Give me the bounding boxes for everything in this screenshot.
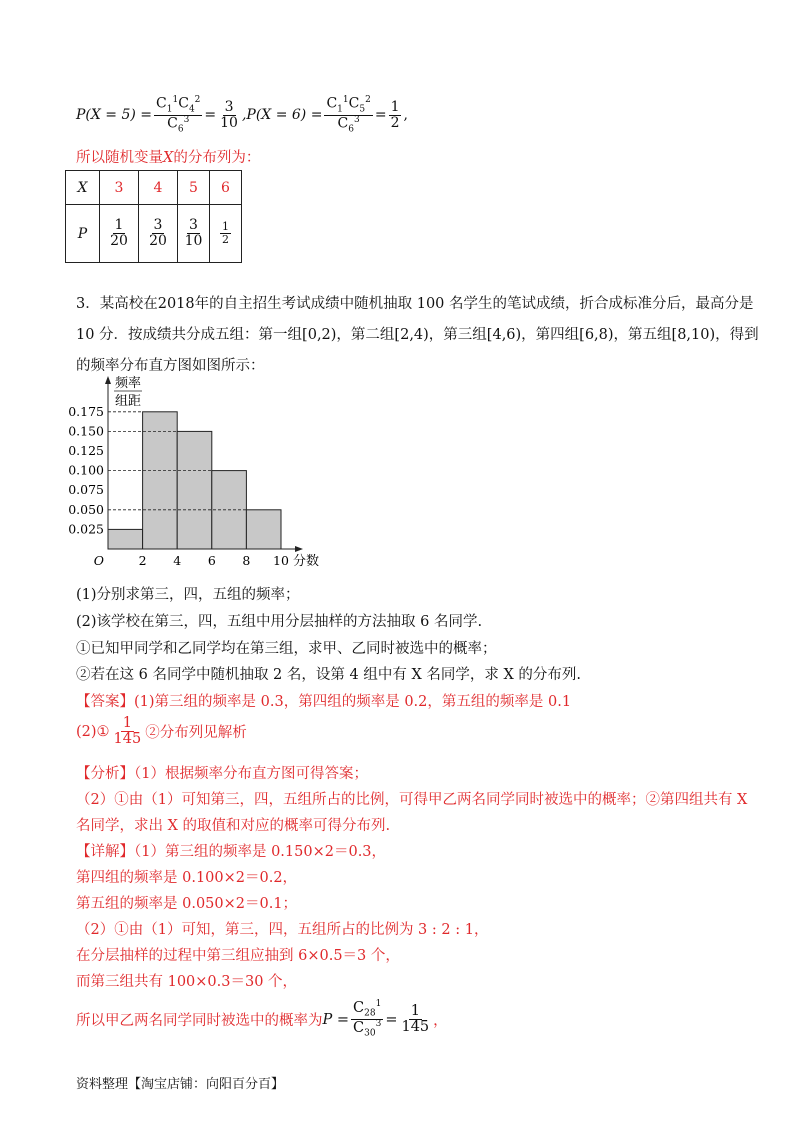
detail-line-7: 所以甲乙两名同学同时被选中的概率为 P = $\frac{C_{28}^1}{C_{30}^3}$ = $\frac{1}{145}$ ，	[76, 999, 448, 1039]
x-tick-label: 6	[207, 553, 216, 568]
y-tick-label: 0.075	[68, 482, 104, 498]
x-tick-label: 10	[273, 553, 289, 568]
sub-question-1: (1)分别求第三，四，五组的频率；	[76, 587, 300, 603]
table-head-p: P	[66, 205, 100, 263]
detail-line-4: （2）①由（1）可知，第三，四，五组所占的比例为 3 : 2 : 1，	[76, 922, 489, 938]
p5-combination-fraction: $\frac{C_1^1C_4^2}{C_6^3}$	[156, 95, 201, 135]
histogram-bar	[246, 510, 281, 549]
x-tick-label: 4	[173, 553, 182, 568]
answer-line-1: 【答案】(1)第三组的频率是 0.3，第四组的频率是 0.2，第五组的频率是 0.1	[76, 694, 572, 710]
x-tick-label: 8	[242, 553, 251, 568]
table-head-x: X	[66, 171, 100, 205]
y-axis-label-denominator: 组距	[114, 394, 142, 409]
p6-combination-fraction: $\frac{C_1^1C_5^2}{C_6^3}$	[326, 95, 371, 135]
x-axis-arrow	[295, 546, 303, 552]
table-row	[66, 205, 242, 263]
frequency-histogram	[60, 374, 350, 570]
table-cell: 6	[210, 171, 242, 205]
origin-label: O	[93, 553, 104, 568]
question-3-line-3: 的频率分布直方图如图所示：	[76, 358, 265, 374]
y-tick-label: 0.100	[68, 462, 104, 478]
y-tick-label: 0.175	[68, 403, 104, 419]
p5-lhs: P(X = 5) =	[76, 107, 153, 124]
analysis-line-1: 【分析】（1）根据频率分布直方图可得答案；	[76, 766, 368, 782]
question-3-line-2: 10 分．按成绩共分成五组：第一组[0,2)，第二组[2,4)，第三组[4,6)，第四组[6,8)，第五组[8,10)，得到	[76, 327, 759, 343]
table-cell: 4	[139, 171, 178, 205]
y-axis-arrow	[105, 376, 111, 384]
sub-question-2b: ②若在这 6 名同学中随机抽取 2 名，设第 4 组中有 X 名同学，求 X 的分布列.	[76, 667, 582, 683]
sub-question-2: (2)该学校在第三，四，五组中用分层抽样的方法抽取 6 名同学.	[76, 614, 483, 630]
footer-source: 资料整理【淘宝店铺：向阳百分百】	[76, 1077, 285, 1092]
x-tick-label: 2	[138, 553, 147, 568]
sub-question-2a: ①已知甲同学和乙同学均在第三组，求甲、乙同时被选中的概率；	[76, 641, 497, 657]
y-axis-label-numerator: 频率	[114, 376, 142, 391]
table-cell: $\frac{3}{20}$	[139, 205, 178, 263]
analysis-line-2: （2）①由（1）可知第三，四，五组所占的比例，可得甲乙两名同学同时被选中的概率；②第四组共有 X	[76, 792, 748, 808]
probability-formula-line: P(X = 5) = $\frac{C_1^1C_4^2}{C_6^3}$ = $\frac{3}{10}$ ,P(X = 6) = $\frac{C_1^1C_5^2}{C_6^3}$ = $\frac{1}{2}$ ,	[76, 95, 408, 135]
p5-value-fraction: $\frac{3}{10}$	[220, 99, 238, 131]
question-3-line-1: 3．某高校在2018年的自主招生考试成绩中随机抽取 100 名学生的笔试成绩，折合成标准分后，最高分是	[76, 296, 754, 312]
table-cell: 5	[178, 171, 210, 205]
y-tick-label: 0.025	[68, 521, 104, 537]
detail-line-3: 第五组的频率是 0.050×2＝0.1；	[76, 896, 298, 912]
table-cell: 3	[100, 171, 139, 205]
distribution-intro: 所以随机变量X的分布列为：	[76, 150, 261, 166]
detail-line-6: 而第三组共有 100×0.3＝30 个，	[76, 974, 298, 990]
p6-value-fraction: $\frac{1}{2}$	[390, 99, 400, 131]
table-row	[66, 171, 242, 205]
distribution-table	[65, 170, 242, 263]
histogram-bar	[143, 412, 178, 549]
table-cell: $\frac{1}{2}$	[210, 205, 242, 263]
histogram-bar	[177, 431, 212, 549]
detail-line-1: 【详解】（1）第三组的频率是 0.150×2＝0.3，	[76, 844, 387, 860]
answer-line-2: (2)① $\frac{1}{145}$ ②分布列见解析	[76, 715, 247, 748]
histogram-bar	[108, 529, 143, 549]
p6-lhs: ,P(X = 6) =	[241, 107, 323, 124]
detail-line-2: 第四组的频率是 0.100×2＝0.2，	[76, 870, 298, 886]
y-tick-label: 0.125	[68, 443, 104, 458]
y-tick-label: 0.150	[68, 423, 104, 439]
table-cell: $\frac{3}{10}$	[178, 205, 210, 263]
detail-line-5: 在分层抽样的过程中第三组应抽到 6×0.5＝3 个，	[76, 948, 400, 964]
table-cell: $\frac{1}{20}$	[100, 205, 139, 263]
y-tick-label: 0.050	[68, 501, 104, 517]
analysis-line-3: 名同学，求出 X 的取值和对应的概率可得分布列.	[76, 818, 391, 834]
x-axis-label: 分数	[293, 554, 320, 569]
